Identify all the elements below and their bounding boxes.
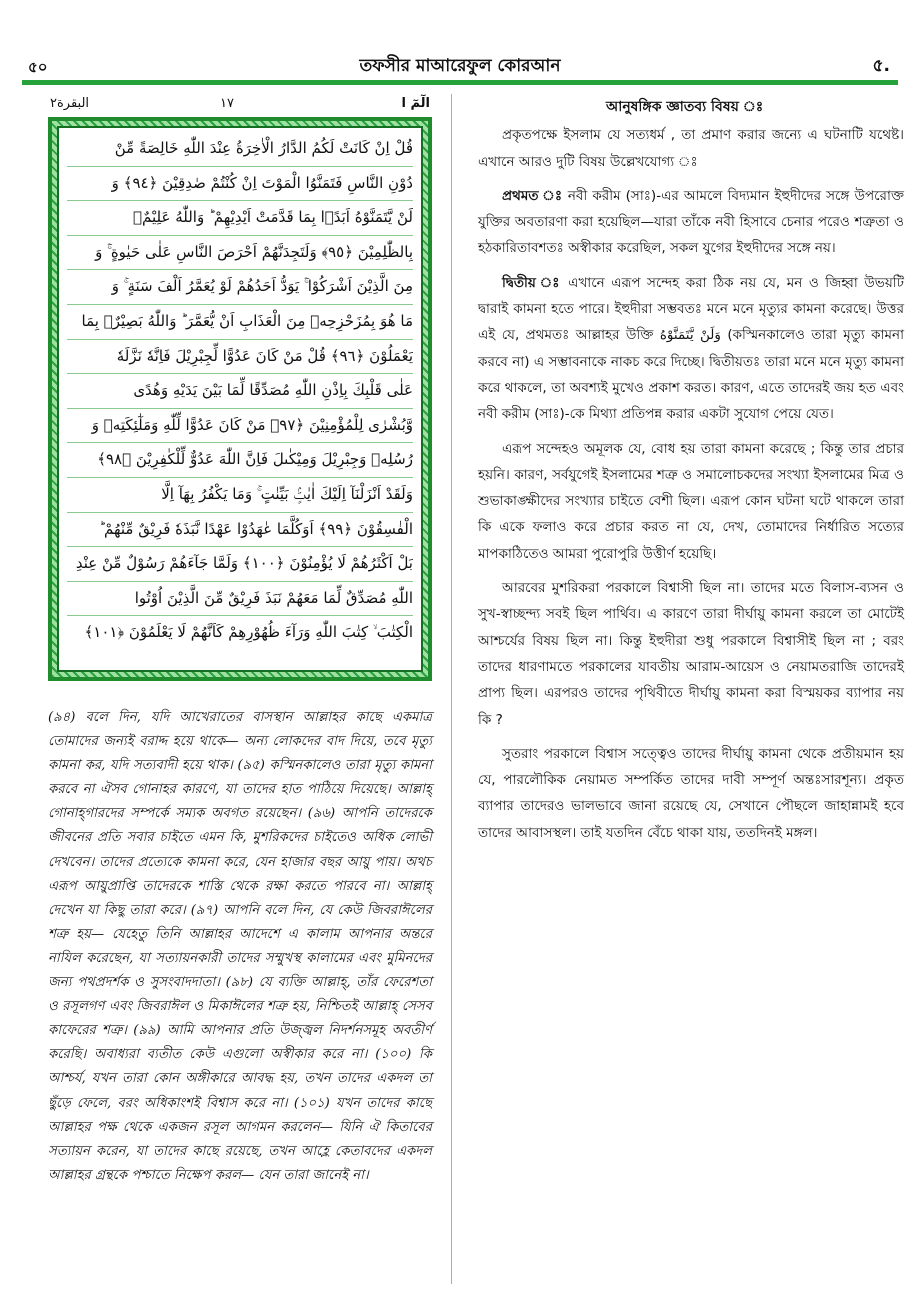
quran-line: بَلْ اَكْثَرُهُمْ لَا يُؤْمِنُوْنَ ﴿١٠٠﴾ وَلَمَّا جَآءَهُمْ رَسُوْلٌ مِّنْ عِنْدِ [67,547,413,582]
commentary-intro: প্রকৃতপক্ষে ইসলাম যে সত্যধর্ম , তা প্রমাণ করার জন্যে এ ঘটনাটি যথেষ্ট। এখানে আরও দুটি বিষয় উল্লেখযোগ্য ঃ [478,127,904,170]
juz-label: الٓمٓ ا [401,96,430,111]
quran-text-frame [48,117,432,681]
quran-line: الْكِتٰبَ ۙ كِتٰبَ اللّٰهِ وَرَآءَ ظُهُوْرِهِمْ كَاَنَّهُمْ لَا يَعْلَمُوْنَ ﴿١٠١﴾ [84,623,413,642]
quran-line: دُوْنِ النَّاسِ فَتَمَنَّوُا الْمَوْتَ اِنْ كُنْتُمْ صٰدِقِيْنَ ﴿٩٤﴾ وَ [67,167,413,202]
quran-line: بِالظّٰلِمِيْنَ ﴿٩٥﴾ وَلَتَجِدَنَّهُمْ اَحْرَصَ النَّاسِ عَلٰى حَيٰوةٍ ۚۛ وَ [67,236,413,271]
column-divider [451,94,452,1284]
quran-line: يَعْمَلُوْنَ ﴿٩٦﴾ قُلْ مَنْ كَانَ عَدُوًّا لِّجِبْرِيْلَ فَاِنَّهٗ نَزَّلَهٗ [67,340,413,375]
quran-line: الْفٰسِقُوْنَ ﴿٩٩﴾ اَوَكُلَّمَا عٰهَدُوْا عَهْدًا نَّبَذَهٗ فَرِيْقٌ مِّنْهُمْ ؕ [67,513,413,548]
surah-label: البقرة٢ [50,96,90,111]
quran-line: وَّبُشْرٰى لِلْمُؤْمِنِيْنَ ﴿٩٧﴾ مَنْ كَانَ عَدُوًّا لِّلّٰهِ وَمَلٰٓئِكَتِهٖ وَ [67,409,413,444]
quran-line: رُسُلِهٖ وَجِبْرِيْلَ وَمِيْكٰىلَ فَاِنَّ اللّٰهَ عَدُوٌّ لِّلْكٰفِرِيْنَ ﴿٩٨﴾ [67,443,413,478]
quran-line: اللّٰهِ مُصَدِّقٌ لِّمَا مَعَهُمْ نَبَذَ فَرِيْقٌ مِّنَ الَّذِيْنَ اُوْتُوا [67,582,413,617]
quran-line: عَلٰى قَلْبِكَ بِاِذْنِ اللّٰهِ مُصَدِّقًا لِّمَا بَيْنَ يَدَيْهِ وَهُدًى [67,374,413,409]
quran-text-area [57,126,423,672]
point-label-first: প্রথমত ঃ [502,187,563,204]
point-text-first: নবী করীম (সাঃ)-এর আমলে বিদ্যমান ইহুদীদের সঙ্গে উপরোক্ত যুক্তির অবতারণা করা হয়েছিল—যারা তাঁকে নবী হিসাবে চেনার পরেও শত্রুতা ও হঠকারিতাবশতঃ অস্বীকার করেছিল, সকল যুগের ইহুদীদের সঙ্গে নয়। [478,187,904,257]
translation-text: (৯৪) বলে দিন, যদি আখেরাতের বাসস্থান আল্লাহর কাছে একমাত্র তোমাদের জন্যই বরাদ্দ হয়ে থাকে— অন্য লোকদের বাদ দিয়ে, তবে মৃত্যু কামনা কর, যদি সত্যবাদী হয়ে থাক। (৯৫) কস্মিনকালেও তারা মৃত্যু কামনা করবে না ঐসব গোনাহর কারণে, যা তাদের হাত পাঠিয়ে দিয়েছে। আল্লাহ্ গোনাহ্গারদের সম্পর্কে সম্যক অবগত রয়েছেন। (৯৬) আপনি তাদেরকে জীবনের প্রতি সবার চাইতে এমন কি, মুশরিকদের চাইতেও অধিক লোভী দেখবেন। তাদের প্রত্যেকে কামনা করে, যেন হাজার বছর আয়ু পায়। অথচ এরূপ আয়ুপ্রাপ্তি তাদেরকে শাস্তি থেকে রক্ষা করতে পারবে না। আল্লাহ্ দেখেন যা কিছু তারা করে। (৯৭) আপনি বলে দিন, যে কেউ জিবরাঈলের শত্রু হয়— যেহেতু তিনি আল্লাহর আদেশে এ কালাম আপনার অন্তরে নাযিল করেছেন, যা সত্যায়নকারী তাদের সম্মুখস্থ কালামের এবং মুমিনদের জন্য পথপ্রদর্শক ও সুসংবাদদাতা। (৯৮) যে ব্যক্তি আল্লাহ্, তাঁর ফেরেশতা ও রসূলগণ এবং জিবরাঈল ও মিকাঈলের শত্রু হয়, নিশ্চিতই আল্লাহ্ সেসব কাফেরের শত্রু। (৯৯) আমি আপনার প্রতি উজ্জ্বল নিদর্শনসমূহ অবতীর্ণ করেছি। অবাধ্যরা ব্যতীত কেউ এগুলো অস্বীকার করে না। (১০০) কি আশ্চর্য, যখন তারা কোন অঙ্গীকারে আবদ্ধ হয়, তখন তাদের একদল তা ছুঁড়ে ফেলে, বরং অধিকাংশই বিশ্বাস করে না। (১০১) যখন তাদের কাছে আল্লাহর পক্ষ থেকে একজন রসূল আগমন করলেন— যিনি ঐ কিতাবের সত্যায়ন করেন, যা তাদের কাছে রয়েছে, তখন আহ্লে কেতাবদের একদল আল্লাহর গ্রন্থকে পশ্চাতে নিক্ষেপ করল— যেন তারা জানেই না। [48,710,432,1183]
point-text-second: এখানে এরূপ সন্দেহ করা ঠিক নয় যে, মন ও জিহ্বা উভয়টি দ্বারাই কামনা হতে পারে। ইহুদীরা সম্ভবতঃ মনে মনে মৃত্যুর কামনা করেছে। উত্তর এই যে, প্রথমতঃ আল্লাহর উক্তি وَلَنْ يَّتَمَنَّوْهُ (কস্মিনকালেও তারা মৃত্যু কামনা করবে না) এ সম্ভাবনাকে নাকচ করে দিচ্ছে। দ্বিতীয়তঃ তারা মনে মনে মৃত্যু কামনা করে থাকলে, তা অবশ্যই মুখেও প্রকাশ করত। কারণ, এতে তাদেরই জয় হত এবং নবী করীম (সাঃ)-কে মিথ্যা প্রতিপন্ন করার একটা সুযোগ পেয়ে যেত। [478,274,904,423]
commentary-point-first [478,183,904,262]
commentary-point-second [478,270,904,428]
running-title: তফসীর মাআরেফুল কোরআন [359,56,561,76]
page-number-left: ৫০ [28,58,48,76]
quran-line: لَنْ يَّتَمَنَّوْهُ اَبَدًۢا بِمَا قَدَّمَتْ اَيْدِيْهِمْ ؕ وَاللّٰهُ عَلِيْمٌۢ [67,201,413,236]
commentary-paragraph: এরূপ সন্দেহও অমূলক যে, বোধ হয় তারা কামনা করেছে ; কিন্তু তার প্রচার হয়নি। কারণ, সর্বযুগেই ইসলামের শত্রু ও সমালোচকদের সংখ্যা ইসলামের মিত্র ও শুভাকাঙ্ক্ষীদের সংখ্যার চাইতে বেশী ছিল। এরূপ কোন ঘটনা ঘটে থাকলে তারা কি একে ফলাও করে প্রচার করত না যে, দেখ, তোমাদের নির্ধারিত সত্যের মাপকাঠিতেও আমরা পুরোপুরি উত্তীর্ণ হয়েছি। [478,440,904,562]
commentary-heading: আনুষঙ্গিক জ্ঞাতব্য বিষয় ঃ [606,99,764,115]
commentary-paragraph: সুতরাং পরকালে বিশ্বাস সত্ত্বেও তাদের দীর্ঘায়ু কামনা থেকে প্রতীয়মান হয় যে, পারলৌকিক নেয়ামত সম্পর্কিত তাদের দাবী সম্পূর্ণ অন্তঃসারশূন্য। প্রকৃত ব্যাপার তাদেরও ভালভাবে জানা রয়েছে যে, সেখানে পৌছলে জাহান্নামই হবে তাদের আবাসস্থল। তাই যতদিন বেঁচে থাকা যায়, ততদিনই মঙ্গল। [478,745,904,841]
quran-line: وَلَقَدْ اَنْزَلْنَآ اِلَيْكَ اٰيٰتٍۢ بَيِّنٰتٍ ۚ وَمَا يَكْفُرُ بِهَآ اِلَّا [67,478,413,513]
quran-line: مِنَ الَّذِيْنَ اَشْرَكُوْا ۚۛ يَوَدُّ اَحَدُهُمْ لَوْ يُعَمَّرُ اَلْفَ سَنَةٍ ۚ وَ [67,270,413,305]
translation-column [48,706,432,1188]
quran-panel-heading [50,96,430,114]
commentary-paragraph: আরবের মুশরিকরা পরকালে বিশ্বাসী ছিল না। তাদের মতে বিলাস-ব্যসন ও সুখ-স্বাচ্ছন্দ্য সবই ছিল পার্থিব। এ কারণে তারা দীর্ঘায়ু কামনা করলে তা মোটেই আশ্চর্যের বিষয় ছিল না। কিন্তু ইহুদীরা শুধু পরকালে বিশ্বাসীই ছিল না ; বরং তাদের ধারণামতে পরকালের যাবতীয় আরাম-আয়েস ও নেয়ামতরাজি তাদেরই প্রাপ্য ছিল। এরপরও তাদের পৃথিবীতে দীর্ঘায়ু কামনা করা বিস্ময়কর ব্যাপার নয় কি ? [478,580,904,728]
commentary-column [478,94,904,846]
header-rule [22,80,898,85]
page-header [0,0,920,95]
panel-page-number: ١٧ [220,96,234,111]
page-number-right: ৫. [872,56,890,76]
quran-line: مَا هُوَ بِمُزَحْزِحِهٖ مِنَ الْعَذَابِ اَنْ يُّعَمَّرَ ؕ وَاللّٰهُ بَصِيْرٌۢ بِمَا [67,305,413,340]
quran-line: قُلْ اِنْ كَانَتْ لَكُمُ الدَّارُ الْاٰخِرَةُ عِنْدَ اللّٰهِ خَالِصَةً مِّنْ [67,132,413,167]
point-label-second: দ্বিতীয় ঃ [502,274,562,291]
